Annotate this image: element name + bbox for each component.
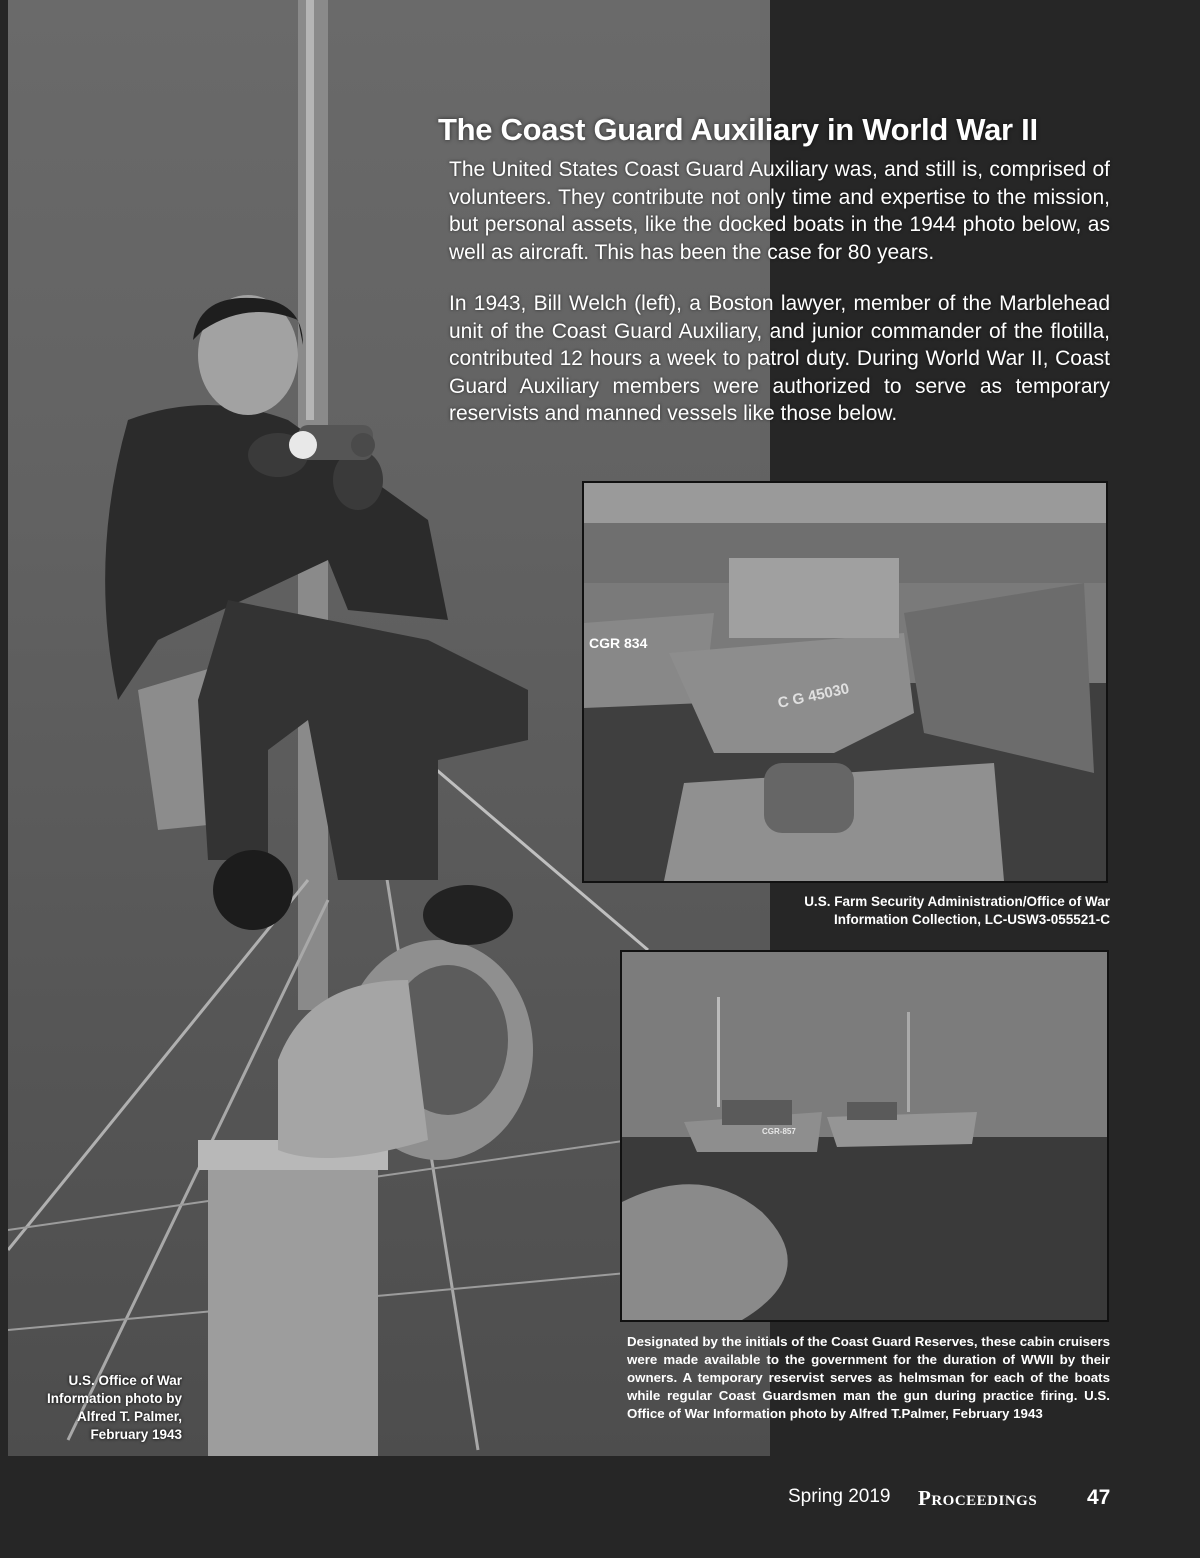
- hull-label-3: CGR-857: [762, 1127, 796, 1136]
- docked-boats-photo: [582, 481, 1108, 883]
- article-paragraph-2: In 1943, Bill Welch (left), a Boston lawyer, member of the Marblehead unit of the Coast Guard Auxiliary, and junior commander of the flotilla, contributed 12 hours a week to patrol duty. During World War II, Coast Guard Auxiliary members were authorized to serve as temporary reservists and manned vessels like those below.: [449, 292, 1110, 425]
- main-photo-credit: U.S. Office of War Information photo by Alfred T. Palmer, February 1943: [47, 1373, 182, 1442]
- docked-boats-credit: U.S. Farm Security Administration/Office of War Information Collection, LC-USW3-055521-C: [804, 894, 1110, 927]
- footer-issue-season: Spring 2019: [788, 1486, 891, 1507]
- footer-magazine-name: Proceedings: [918, 1486, 1038, 1510]
- page-number: 47: [1087, 1486, 1111, 1509]
- hull-label-1: CGR 834: [589, 635, 648, 651]
- article-headline: The Coast Guard Auxiliary in World War II: [438, 112, 1038, 147]
- article-paragraph-1: The United States Coast Guard Auxiliary was, and still is, comprised of volunteers. They contribute not only time and expertise to the mission, but personal assets, like the docked boats in the 1944 photo below, as well as aircraft. This has been the case for 80 years.: [449, 158, 1110, 264]
- docked-boats-illustration: [584, 483, 1106, 881]
- cruisers-caption: Designated by the initials of the Coast Guard Reserves, these cabin cruisers were made available to the government for the duration of WWII by their owners. A temporary reservist serves as helmsman for each of the boats while regular Coast Guardsmen man the gun during practice firing. U.S. Office of War Information photo by Alfred T.Palmer, February 1943: [627, 1334, 1110, 1421]
- hull-label-2: C G 45030: [776, 680, 851, 712]
- cabin-cruisers-photo: [620, 950, 1109, 1322]
- cabin-cruisers-illustration: [622, 952, 1107, 1320]
